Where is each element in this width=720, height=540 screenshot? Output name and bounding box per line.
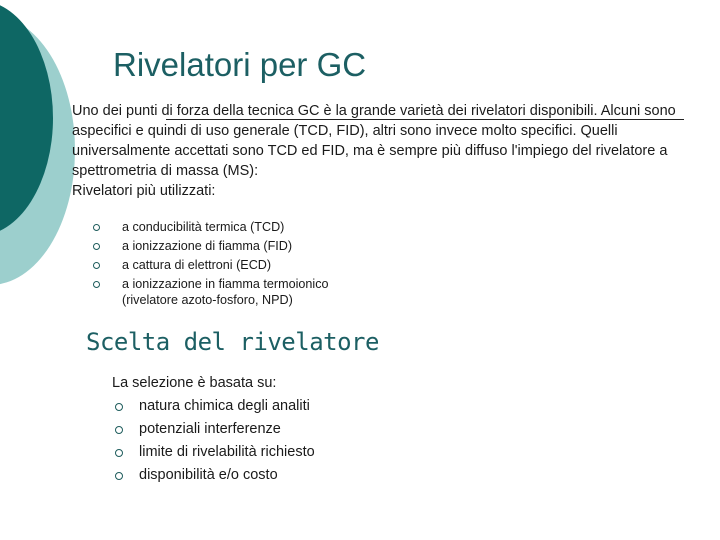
detector-label: a cattura di elettroni (ECD) [122, 258, 272, 272]
detectors-heading: Rivelatori più utilizzati: [72, 183, 216, 199]
list-item [112, 441, 315, 464]
intro-text-block [72, 101, 692, 201]
detector-label: a conducibilità termica (TCD) [122, 220, 285, 234]
list-item [93, 256, 329, 275]
selection-criteria-list [112, 395, 315, 487]
detector-label-continuation: (rivelatore azoto-fosforo, NPD) [122, 293, 293, 307]
detector-list [93, 218, 329, 309]
criterion-label: potenziali interferenze [139, 421, 281, 437]
detector-label: a ionizzazione in fiamma termoionico [122, 277, 329, 291]
circle-bullet-icon [115, 403, 123, 411]
circle-bullet-icon [93, 243, 100, 250]
selection-lead: La selezione è basata su: [112, 375, 277, 391]
circle-bullet-icon [115, 426, 123, 434]
intro-paragraph: Uno dei punti di forza della tecnica GC è la grande varietà dei rivelatori disponibili. Alcuni sono aspecifici e quindi di uso generale (TCD, FID), altri sono invece molto specifici. Quelli universalmente accettati sono TCD ed FID, ma è sempre più diffuso l'impiego del rivelatore a spettrometria di massa (MS): [72, 103, 676, 179]
list-item [93, 218, 329, 237]
circle-bullet-icon [115, 449, 123, 457]
selection-block [112, 372, 315, 487]
circle-bullet-icon [93, 262, 100, 269]
list-item [112, 418, 315, 441]
list-item [93, 237, 329, 256]
criterion-label: limite di rivelabilità richiesto [139, 444, 315, 460]
section-subtitle: Scelta del rivelatore [86, 328, 379, 356]
list-item [93, 275, 329, 309]
list-item [112, 464, 315, 487]
circle-bullet-icon [93, 281, 100, 288]
list-item [112, 395, 315, 418]
circle-bullet-icon [115, 472, 123, 480]
detector-label: a ionizzazione di fiamma (FID) [122, 239, 293, 253]
slide-title: Rivelatori per GC [113, 46, 367, 83]
criterion-label: disponibilità e/o costo [139, 467, 278, 483]
circle-bullet-icon [93, 224, 100, 231]
criterion-label: natura chimica degli analiti [139, 398, 310, 414]
